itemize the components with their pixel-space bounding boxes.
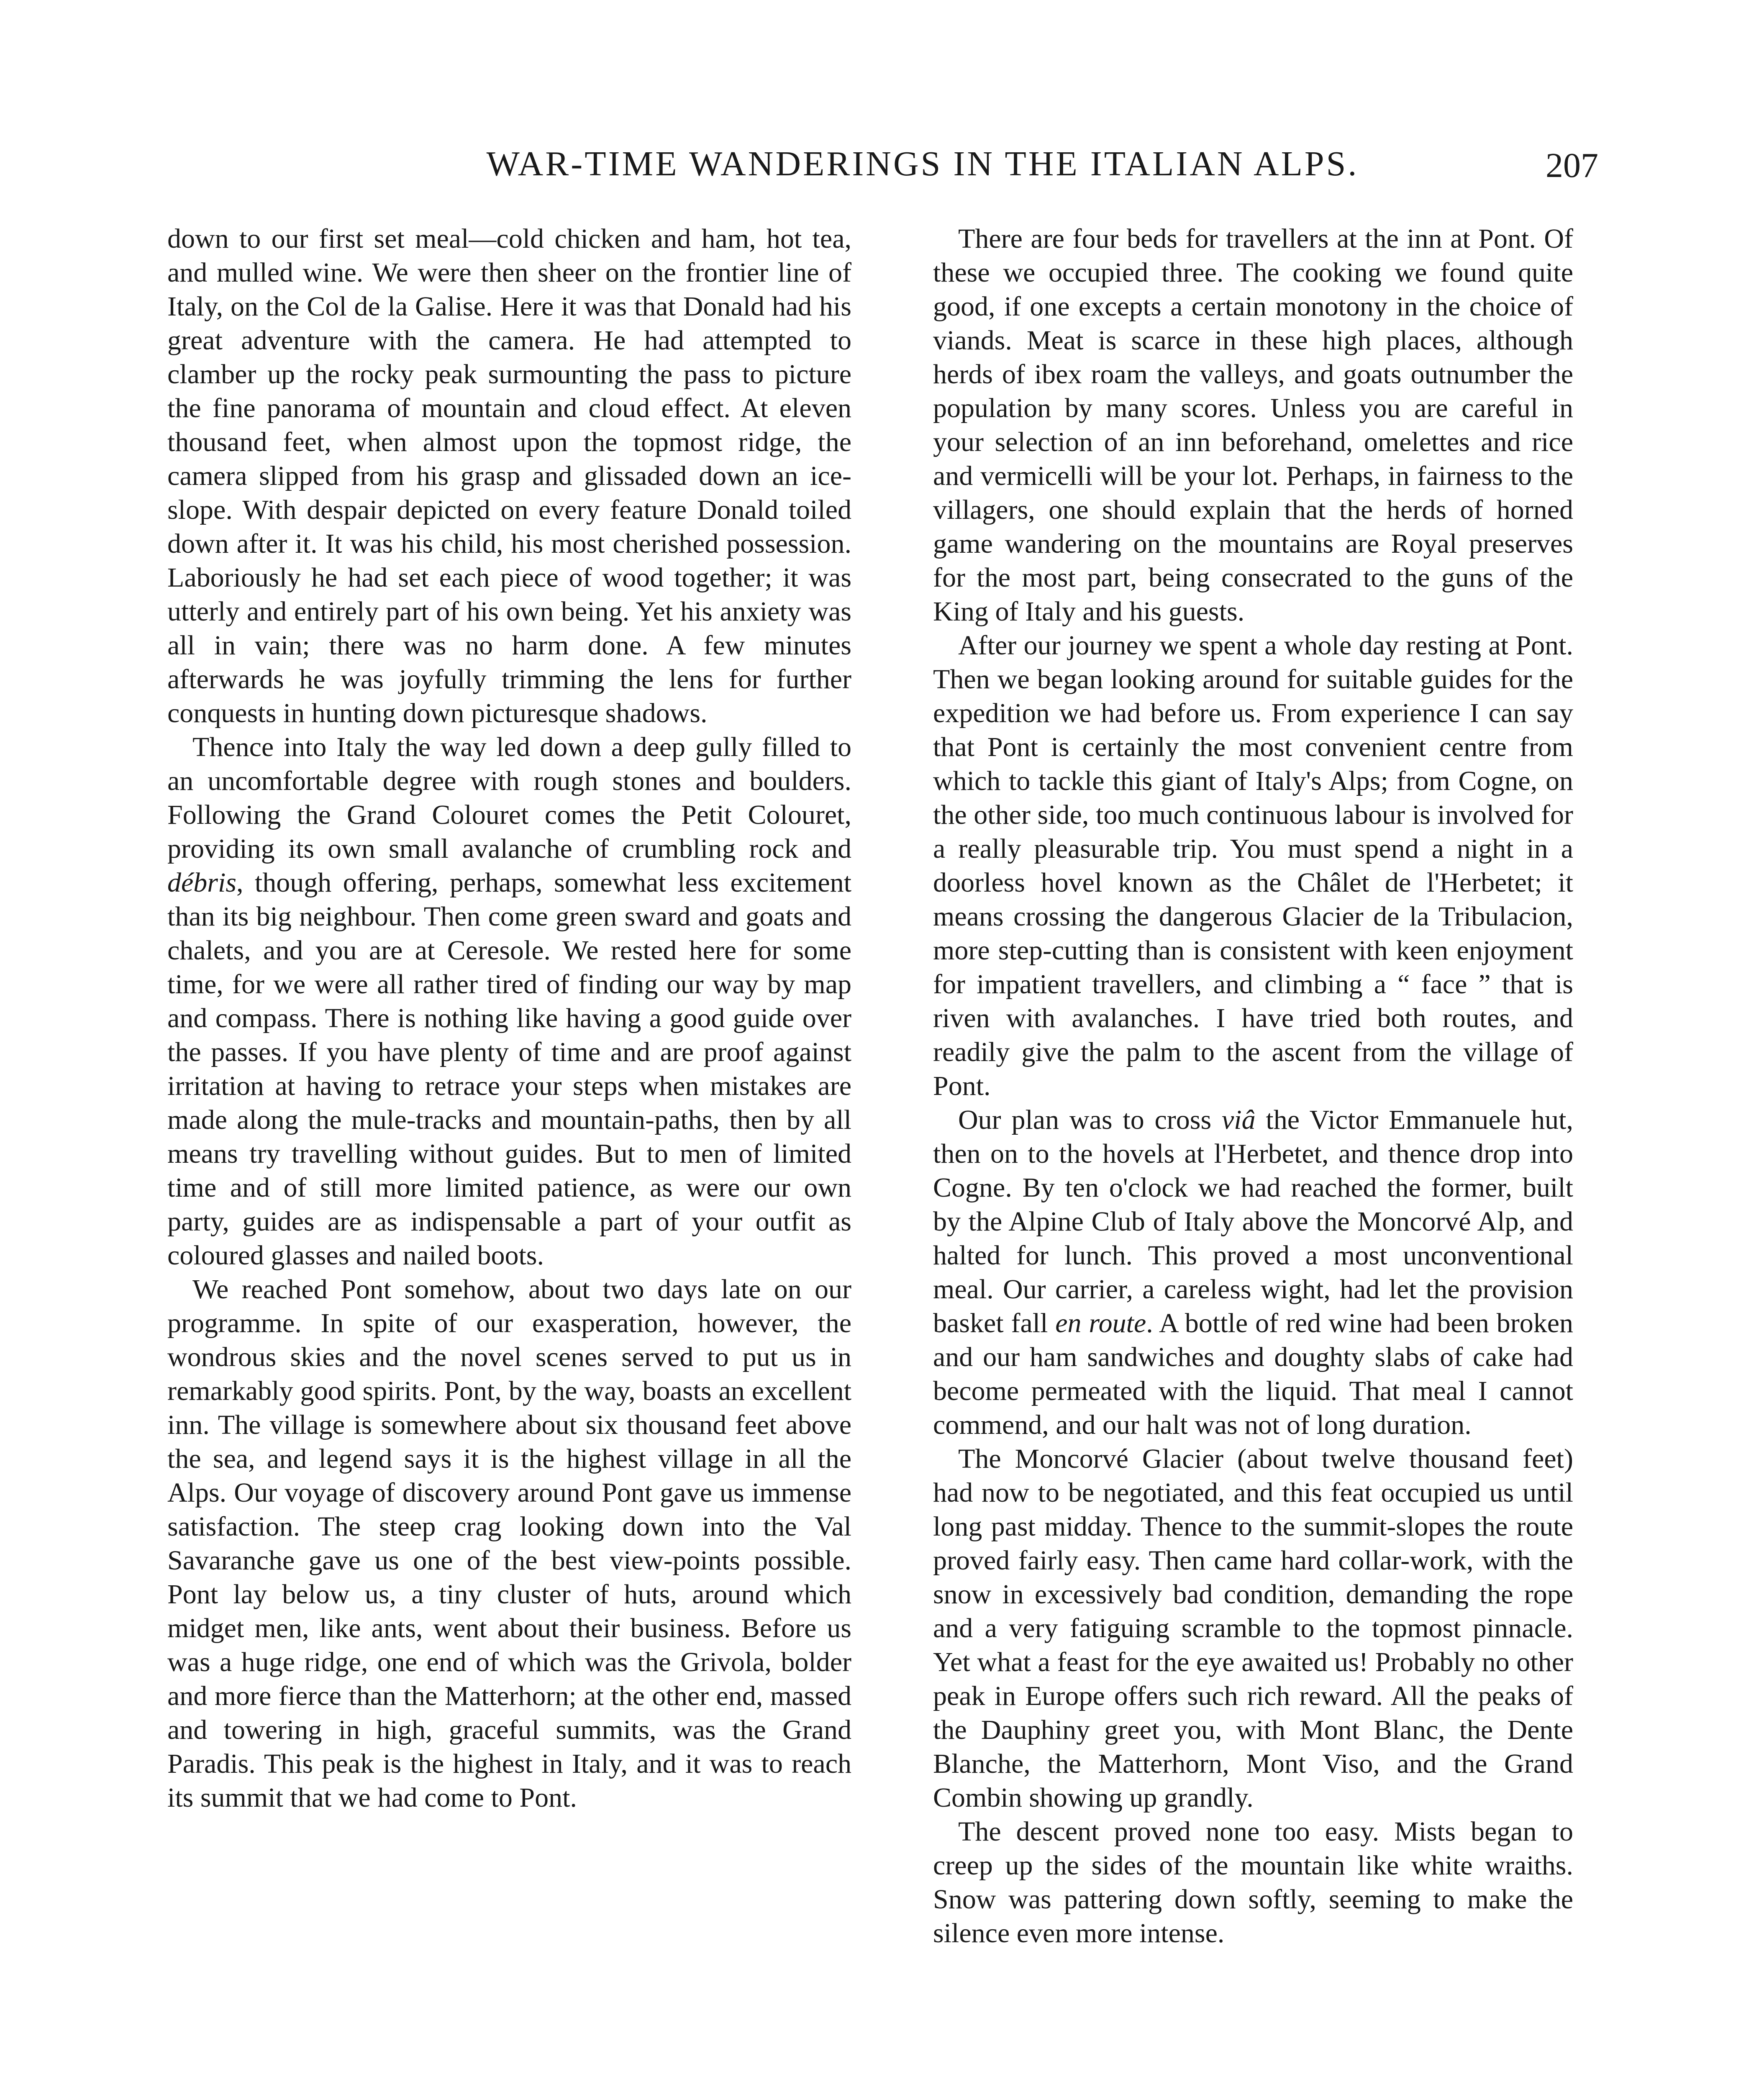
paragraph: There are four beds for travellers at the inn at Pont. Of these we occupied three. The cooking we found quite good, if one excepts a certain monotony in the choice of viands. Meat is scarce in these high places, although herds of ibex roam the valleys, and goats outnumber the population by many scores. Unless you are careful in your selection of an inn beforehand, omelettes and rice and vermicelli will be your lot. Perhaps, in fairness to the villagers, one should explain that the herds of horned game wandering on the mountains are Royal preserves for the most part, being consecrated to the guns of the King of Italy and his guests. <box>933 223 1573 627</box>
paragraph: After our journey we spent a whole day resting at Pont. Then we began looking around for suitable guides for the expedition we had before us. From experience I can say that Pont is certainly the most convenient centre from which to tackle this giant of Italy's Alps; from Cogne, on the other side, too much continuous labour is involved for a really pleasurable trip. You must spend a night in a doorless hovel known as the Châlet de l'Herbetet; it means crossing the dangerous Glacier de la Tribulacion, more step-cutting than is consistent with keen enjoyment for impatient travellers, and climbing a “ face ” that is riven with avalanches. I have tried both routes, and readily give the palm to the ascent from the village of Pont. <box>933 630 1573 1101</box>
italic-term: viâ <box>1221 1105 1256 1135</box>
paragraph: The descent proved none too easy. Mists began to creep up the sides of the mountain like white wraiths. Snow was pattering down softly, seeming to make the silence even more intense. <box>933 1816 1573 1948</box>
paragraph: We reached Pont somehow, about two days late on our programme. In spite of our exasperation, however, the wondrous skies and the novel scenes served to put us in remarkably good spirits. Pont, by the way, boasts an excellent inn. The village is somewhere about six thousand feet above the sea, and legend says it is the highest village in all the Alps. Our voyage of discovery around Pont gave us immense satisfaction. The steep crag looking down into the Val Savaranche gave us one of the best view-points possible. Pont lay below us, a tiny cluster of huts, around which midget men, like ants, went about their business. Before us was a huge ridge, one end of which was the Grivola, bolder and more fierce than the Matterhorn; at the other end, massed and towering in high, graceful summits, was the Grand Paradis. This peak is the highest in Italy, and it was to reach its summit that we had come to Pont. <box>167 1274 851 1813</box>
paragraph: The Moncorvé Glacier (about twelve thousand feet) had now to be negotiated, and this feat occupied us until long past midday. Thence to the summit-slopes the route proved fairly easy. Then came hard collar-work, with the snow in excessively bad condition, demanding the rope and a very fatiguing scramble to the topmost pinnacle. Yet what a feast for the eye awaited us! Probably no other peak in Europe offers such rich reward. All the peaks of the Dauphiny greet you, with Mont Blanc, the Dente Blanche, the Matterhorn, Mont Viso, and the Grand Combin showing up grandly. <box>933 1443 1573 1813</box>
italic-term: débris <box>167 867 236 898</box>
paragraph <box>933 1103 1573 1442</box>
paragraph-text: Our plan was to cross <box>958 1105 1222 1135</box>
right-column <box>933 222 1573 1950</box>
running-title: WAR-TIME WANDERINGS IN THE ITALIAN ALPS. <box>486 144 1359 183</box>
page-number: 207 <box>1546 146 1598 185</box>
paragraph <box>167 730 851 1272</box>
paragraph-text: . A bottle of red wine had been broken and our ham sandwiches and doughty slabs of cake had become permeated with the liquid. That meal I cannot commend, and our halt was not of long duration. <box>933 1308 1573 1440</box>
italic-term: en route <box>1055 1308 1146 1338</box>
paragraph-text: the Victor Emmanuele hut, then on to the hovels at l'Herbetet, and thence drop into Cogne. By ten o'clock we had reached the former, built by the Alpine Club of Italy above the Moncorvé Alp, and halted for lunch. This proved a most unconventional meal. Our carrier, a careless wight, had let the provision basket fall <box>933 1105 1573 1338</box>
paragraph-text: Thence into Italy the way led down a deep gully filled to an uncomfortable degree with rough stones and boulders. Following the Grand Colouret comes the Petit Colouret, providing its own small avalanche of crumbling rock and <box>167 732 851 864</box>
left-column <box>167 222 851 1815</box>
paragraph: down to our first set meal—cold chicken and ham, hot tea, and mulled wine. We were then sheer on the frontier line of Italy, on the Col de la Galise. Here it was that Donald had his great adventure with the camera. He had attempted to clamber up the rocky peak surmounting the pass to picture the fine panorama of mountain and cloud effect. At eleven thousand feet, when almost upon the topmost ridge, the camera slipped from his grasp and glissaded down an ice-slope. With despair depicted on every feature Donald toiled down after it. It was his child, his most cherished possession. Laboriously he had set each piece of wood together; it was utterly and entirely part of his own being. Yet his anxiety was all in vain; there was no harm done. A few minutes afterwards he was joyfully trimming the lens for further conquests in hunting down picturesque shadows. <box>167 223 851 728</box>
paragraph-text: , though offering, perhaps, somewhat less excitement than its big neighbour. Then come green sward and goats and chalets, and you are at Ceresole. We rested here for some time, for we were all rather tired of finding our way by map and compass. There is nothing like having a good guide over the passes. If you have plenty of time and are proof against irritation at having to retrace your steps when mistakes are made along the mule-tracks and mountain-paths, then by all means try travelling without guides. But to men of limited time and of still more limited patience, as were our own party, guides are as indispensable a part of your outfit as coloured glasses and nailed boots. <box>167 867 851 1271</box>
